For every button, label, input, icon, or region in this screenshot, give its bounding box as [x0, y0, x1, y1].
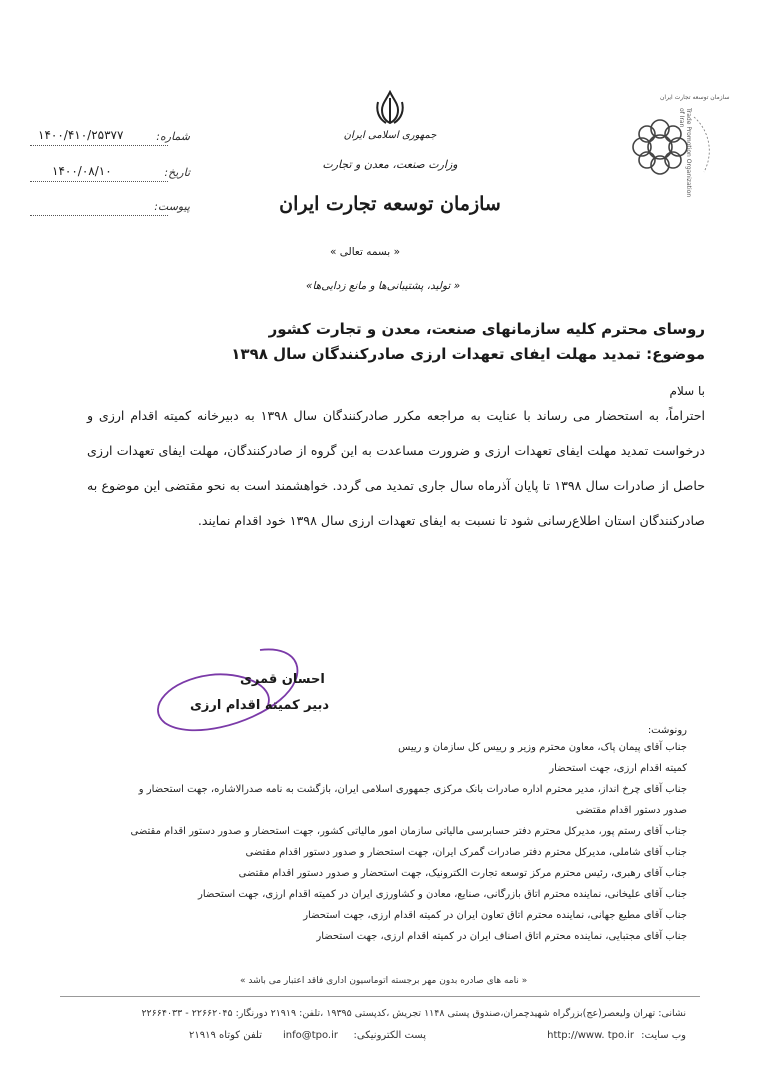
iran-emblem-icon — [372, 90, 408, 126]
subject-heading: موضوع: تمدید مهلت ایفای تعهدات ارزی صادرکنندگان سال ۱۳۹۸ — [231, 345, 705, 363]
cc-item: جناب آقای مجتبایی، نماینده محترم اتاق اصناف ایران در کمیته اقدام ارزی، جهت استحضار — [316, 931, 687, 942]
signature-scribble-icon — [150, 645, 310, 740]
tpo-logo-icon — [612, 92, 722, 202]
letter-body: احتراماً، به استحضار می رساند با عنایت به مراجعه مکرر صادرکنندگان سال ۱۳۹۸ به دبیرخانه کمیته اقدام ارزی و درخواست تمدید مهلت ایفای تعهدات ارزی و ضرورت مساعدت به این گروه از صادرکنندگان، مهلت ایفای تعهدات ارزی حاصل از صادرات سال ۱۳۹۸ تا پایان آذرماه سال جاری تمدید می گردد. خواهشمند است به نحو مقتضی این موضوع به صادرکنندگان استان اطلاع‌رسانی شود تا نسبت به ایفای تعهدات ارزی سال ۱۳۹۸ خود اقدام نمایند. — [87, 408, 706, 528]
attachment-line — [30, 215, 168, 216]
cc-item: جناب آقای علیخانی، نماینده محترم اتاق بازرگانی، صنایع، معادن و کشاورزی ایران در کمیته اقدام ارزی، جهت استحضار — [198, 889, 687, 900]
motto-text: « تولید، پشتیبانی‌ها و مانع زدایی‌ها» — [306, 280, 461, 292]
email-link[interactable]: info@tpo.ir — [282, 1030, 338, 1041]
letter-date-field — [30, 164, 190, 186]
footer-contacts — [96, 1030, 686, 1046]
email-label: پست الکترونیکی: — [353, 1030, 426, 1041]
cc-item: جناب آقای پیمان پاک، معاون محترم وزیر و رییس کل سازمان و رییس — [398, 742, 687, 753]
letter-number-label: شماره: — [156, 130, 190, 143]
letter-number-line — [30, 145, 168, 146]
website-link[interactable]: http://www. tpo.ir — [547, 1030, 634, 1041]
greeting-text: با سلام — [669, 384, 705, 398]
signatory-name: احسان قمری — [240, 672, 325, 687]
footer-address: نشانی: تهران ولیعصر(عج)بزرگراه شهیدچمران،صندوق پستی ۱۱۴۸ تجریش ،کدپستی ۱۹۳۹۵ ،تلفن: ۲۱۹۱۹ دورنگار: ۲۲۶۶۲۰۴۵ - ۲۲۶۶۴۰۳۳ — [141, 1008, 686, 1019]
attachment-label: پیوست: — [154, 200, 190, 213]
letter-number-field — [30, 128, 190, 150]
cc-item: صدور دستور اقدام مقتضی — [576, 805, 687, 816]
republic-name: جمهوری اسلامی ایران — [343, 130, 437, 141]
cc-item: جناب آقای چرخ انداز، مدیر محترم اداره صادرات بانک مرکزی جمهوری اسلامی ایران، بازگشت به نامه صدرالاشاره، جهت استحضار و — [138, 784, 687, 795]
cc-item: جناب آقای مطیع جهانی، نماینده محترم اتاق تعاون ایران در کمیته اقدام ارزی، جهت استحضار — [303, 910, 687, 921]
tpo-logo-caption-fa: سازمان توسعه تجارت ایران — [660, 94, 730, 101]
footer-divider — [60, 996, 700, 997]
signatory-title: دبیر کمیته اقدام ارزی — [190, 698, 330, 713]
cc-heading: رونوشت: — [647, 725, 687, 736]
short-phone: تلفن کوتاه ۲۱۹۱۹ — [189, 1030, 262, 1041]
besmeh-text: « بسمه تعالی » — [330, 246, 400, 258]
cc-item: جناب آقای رستم پور، مدیرکل محترم دفتر حسابرسی مالیاتی سازمان امور مالیاتی کشور، جهت استحضار و صدور دستور اقدام مقتضی — [130, 826, 687, 837]
footer-note: « نامه های صادره بدون مهر برجسته اتوماسیون اداری فاقد اعتبار می باشد » — [240, 976, 528, 986]
letter-number-value: ۱۴۰۰/۴۱۰/۲۵۳۷۷ — [38, 128, 124, 142]
website-label: وب سایت: — [641, 1030, 686, 1041]
cc-list — [67, 737, 687, 947]
cc-item: جناب آقای رهبری، رئیس محترم مرکز توسعه تجارت الکترونیک، جهت استحضار و صدور دستور اقدام مقتضی — [238, 868, 687, 879]
recipient-heading: روسای محترم کلیه سازمانهای صنعت، معدن و تجارت کشور — [268, 320, 705, 338]
cc-item: کمیته اقدام ارزی، جهت استحضار — [549, 763, 687, 774]
attachment-field — [30, 198, 190, 220]
organization-name: سازمان توسعه تجارت ایران — [279, 193, 501, 215]
letter-date-label: تاریخ: — [164, 166, 190, 179]
tpo-logo-caption: Trade Promotion Organization of Iran — [678, 108, 692, 198]
letter-date-value: ۱۴۰۰/۰۸/۱۰ — [52, 164, 112, 178]
cc-item: جناب آقای شاملی، مدیرکل محترم دفتر صادرات گمرک ایران، جهت استحضار و صدور دستور اقدام مقتضی — [245, 847, 687, 858]
letter-date-line — [30, 181, 168, 182]
ministry-name: وزارت صنعت، معدن و تجارت — [322, 158, 458, 171]
